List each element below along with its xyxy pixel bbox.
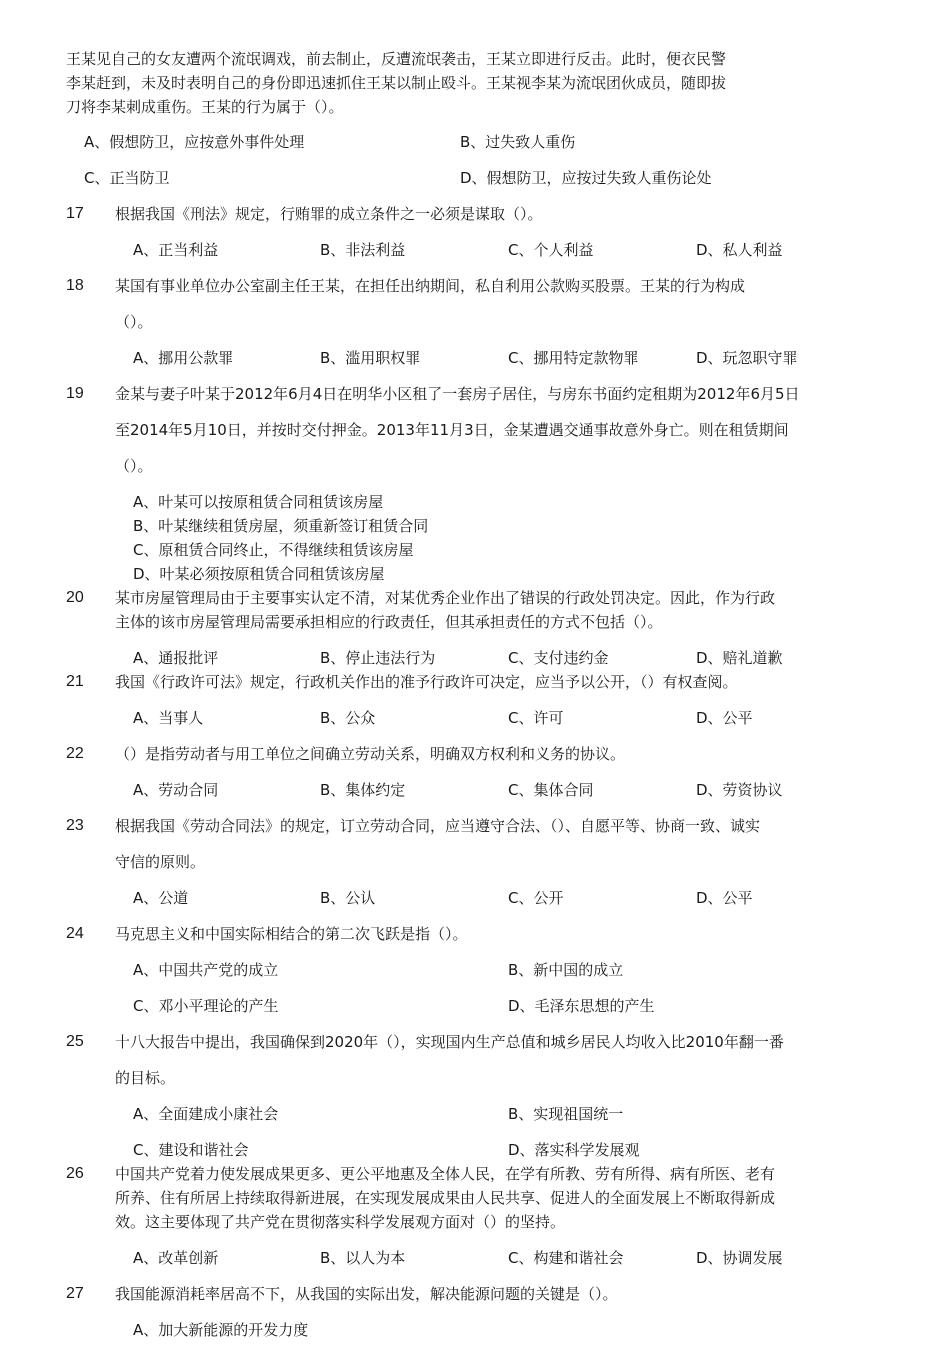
option-a: A、通报批评: [133, 649, 219, 667]
option-b: B、非法利益: [320, 241, 406, 259]
option-c: C、许可: [508, 709, 564, 727]
option-b: B、叶某继续租赁房屋，须重新签订租赁合同: [133, 517, 429, 535]
question-text: 至2014年5月10日，并按时交付押金。2013年11月3日，金某遭遇交通事故意外身亡。则在租赁期间: [115, 421, 789, 439]
option-c: C、公开: [508, 889, 564, 907]
option-b: B、新中国的成立: [508, 961, 624, 979]
option-d: D、公平: [696, 709, 753, 727]
option-a: A、公道: [133, 889, 189, 907]
option-c: C、建设和谐社会: [133, 1141, 249, 1159]
option-d: D、协调发展: [696, 1249, 783, 1267]
option-c: C、挪用特定款物罪: [508, 349, 639, 367]
option-b: B、以人为本: [320, 1249, 406, 1267]
question-text: 中国共产党着力使发展成果更多、更公平地惠及全体人民，在学有所教、劳有所得、病有所医、老有: [115, 1165, 776, 1183]
option-d: D、毛泽东思想的产生: [508, 997, 655, 1015]
question-text: （）。: [115, 457, 153, 475]
question-number: 22: [66, 745, 84, 762]
option-b: B、公认: [320, 889, 376, 907]
intro-line: 李某赶到，未及时表明自己的身份即迅速抓住王某以制止殴斗。王某视李某为流氓团伙成员，随即拔: [66, 74, 727, 92]
question-text: 效。这主要体现了共产党在贯彻落实科学发展观方面对（）的坚持。: [115, 1213, 566, 1231]
option-d: D、劳资协议: [696, 781, 783, 799]
question-text: 我国《行政许可法》规定，行政机关作出的准予行政许可决定，应当予以公开，（）有权查阅。: [115, 673, 738, 691]
option-c: C、个人利益: [508, 241, 594, 259]
intro-line: 王某见自己的女友遭两个流氓调戏，前去制止，反遭流氓袭击，王某立即进行反击。此时，便衣民警: [66, 50, 727, 68]
intro-option-a: A、假想防卫，应按意外事件处理: [84, 133, 305, 151]
question-text: （）。: [115, 313, 153, 331]
option-a: A、挪用公款罪: [133, 349, 234, 367]
intro-option-c: C、正当防卫: [84, 169, 170, 187]
question-text: 我国能源消耗率居高不下，从我国的实际出发，解决能源问题的关键是（）。: [115, 1285, 618, 1303]
question-number: 23: [66, 817, 84, 834]
question-number: 17: [66, 205, 84, 222]
option-a: A、劳动合同: [133, 781, 219, 799]
option-c: C、集体合同: [508, 781, 594, 799]
question-number: 19: [66, 385, 84, 402]
option-d: D、落实科学发展观: [508, 1141, 640, 1159]
question-text: 的目标。: [115, 1069, 176, 1087]
option-c: C、构建和谐社会: [508, 1249, 624, 1267]
option-a: A、改革创新: [133, 1249, 219, 1267]
question-number: 21: [66, 673, 84, 690]
question-text: （）是指劳动者与用工单位之间确立劳动关系，明确双方权利和义务的协议。: [115, 745, 626, 763]
option-a: A、叶某可以按原租赁合同租赁该房屋: [133, 493, 384, 511]
question-text: 根据我国《刑法》规定，行贿罪的成立条件之一必须是谋取（）。: [115, 205, 543, 223]
option-a: A、全面建成小康社会: [133, 1105, 279, 1123]
option-c: C、邓小平理论的产生: [133, 997, 279, 1015]
option-a: A、中国共产党的成立: [133, 961, 279, 979]
option-d: D、公平: [696, 889, 753, 907]
option-d: D、叶某必须按原租赁合同租赁该房屋: [133, 565, 385, 583]
option-d: D、赔礼道歉: [696, 649, 783, 667]
option-b: B、滥用职权罪: [320, 349, 421, 367]
option-c: C、支付违约金: [508, 649, 609, 667]
option-a: A、正当利益: [133, 241, 219, 259]
option-b: B、公众: [320, 709, 376, 727]
option-b: B、集体约定: [320, 781, 406, 799]
question-text: 金某与妻子叶某于2012年6月4日在明华小区租了一套房子居住，与房东书面约定租期为2012年6月5日: [115, 385, 800, 403]
question-text: 十八大报告中提出，我国确保到2020年（），实现国内生产总值和城乡居民人均收入比2010年翻一番: [115, 1033, 784, 1051]
question-number: 25: [66, 1033, 84, 1050]
question-text: 根据我国《劳动合同法》的规定，订立劳动合同，应当遵守合法、（）、自愿平等、协商一致、诚实: [115, 817, 761, 835]
intro-option-b: B、过失致人重伤: [460, 133, 576, 151]
intro-option-d: D、假想防卫，应按过失致人重伤论处: [460, 169, 712, 187]
question-number: 24: [66, 925, 84, 942]
option-a: A、当事人: [133, 709, 204, 727]
question-text: 某国有事业单位办公室副主任王某，在担任出纳期间，私自利用公款购买股票。王某的行为构成: [115, 277, 746, 295]
question-number: 26: [66, 1165, 84, 1182]
question-text: 所养、住有所居上持续取得新进展，在实现发展成果由人民共享、促进人的全面发展上不断取得新成: [115, 1189, 776, 1207]
option-b: B、停止违法行为: [320, 649, 436, 667]
question-text: 马克思主义和中国实际相结合的第二次飞跃是指（）。: [115, 925, 468, 943]
question-number: 20: [66, 589, 84, 606]
question-number: 27: [66, 1285, 84, 1302]
question-number: 18: [66, 277, 84, 294]
option-a: A、加大新能源的开发力度: [133, 1321, 309, 1339]
option-d: D、私人利益: [696, 241, 783, 259]
option-b: B、实现祖国统一: [508, 1105, 624, 1123]
intro-line: 刀将李某刺成重伤。王某的行为属于（）。: [66, 98, 344, 116]
question-text: 主体的该市房屋管理局需要承担相应的行政责任，但其承担责任的方式不包括（）。: [115, 613, 663, 631]
option-c: C、原租赁合同终止，不得继续租赁该房屋: [133, 541, 414, 559]
question-text: 某市房屋管理局由于主要事实认定不清，对某优秀企业作出了错误的行政处罚决定。因此，作为行政: [115, 589, 776, 607]
question-text: 守信的原则。: [115, 853, 206, 871]
option-d: D、玩忽职守罪: [696, 349, 798, 367]
